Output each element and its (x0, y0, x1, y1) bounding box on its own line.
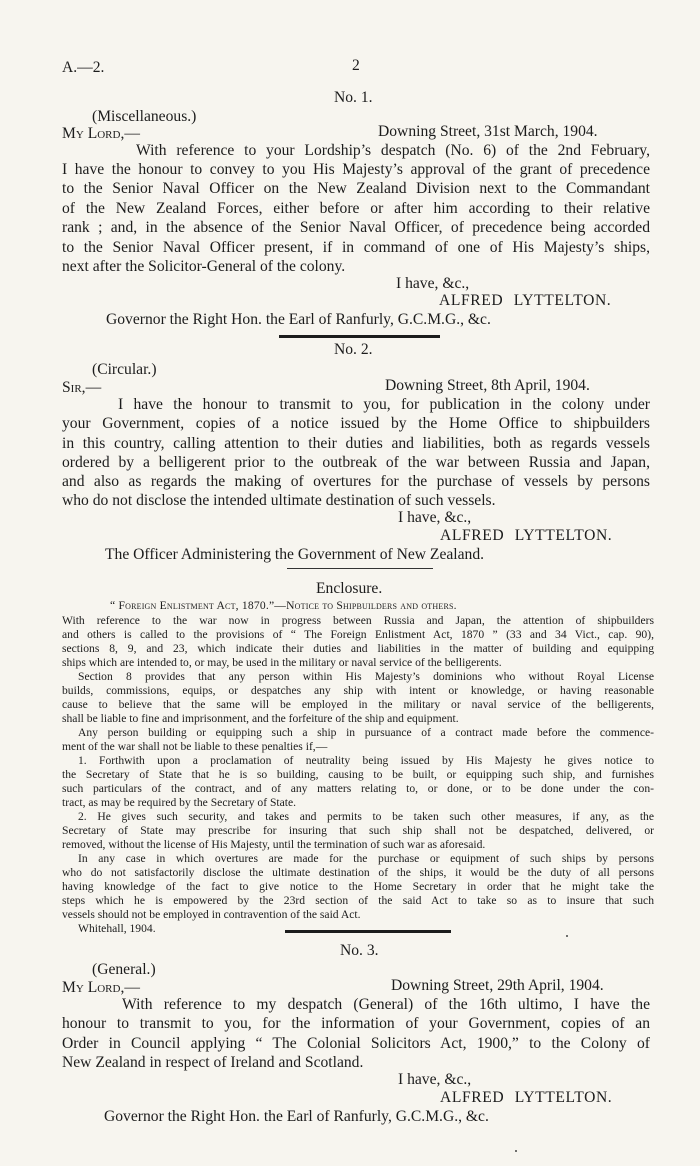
letter-2-line: in this country, calling attention to their duties and liabilities, both as regards vessels (62, 435, 650, 452)
letter-1-number: No. 1. (334, 89, 373, 106)
enclosure-line: With reference to the war now in progress between Russia and Japan, the attention of shipbuilders (62, 614, 654, 627)
letter-2-category: (Circular.) (92, 361, 157, 378)
enclosure-line: cause to believe that the same will be employed in the military or naval service of the belligerents, (62, 698, 654, 711)
enclosure-line: In any case in which overtures are made for the purchase or equipment of such ships by persons (78, 852, 654, 865)
enclosure-line: who do not satisfactorily disclose the ultimate destination of the ships, it would be the duty of all persons (62, 866, 654, 879)
enclosure-line: removed, without the license of His Majesty, until the termination of such war as aforesaid. (62, 838, 486, 851)
enclosure-title: “ Foreign Enlistment Act, 1870.”—Notice to Shipbuilders and others. (110, 599, 457, 612)
enclosure-line: 1. Forthwith upon a proclamation of neutrality being issued by His Majesty he gives notice to (78, 754, 654, 767)
letter-1-line: rank ; and, in the absence of the Senior Naval Officer, of precedence being accorded (62, 219, 650, 236)
enclosure-line: Any person building or equipping such a ship in pursuance of a contract made before the commence- (78, 726, 654, 739)
enclosure-line: and others is called to the provisions of “ The Foreign Enlistment Act, 1870 ” (33 and 34 Vict., cap. 90), (62, 628, 654, 641)
report-reference: A.—2. (62, 59, 105, 76)
letter-2-signature: ALFRED LYTTELTON. (440, 527, 613, 544)
letter-2-closing: I have, &c., (398, 509, 472, 526)
letter-3-line: With reference to my despatch (General) of the 16th ultimo, I have the (122, 996, 650, 1013)
section-divider (287, 568, 433, 569)
enclosure-line: ships which are intended to, or may, be used in the military or naval service of the belligerents. (62, 656, 502, 669)
letter-1-line: next after the Solicitor-General of the colony. (62, 258, 346, 275)
enclosure-line: builds, commissions, equips, or despatches any ship with intent or knowledge, or having reasonable (62, 684, 654, 697)
section-divider (285, 930, 451, 933)
letter-1-line: to the Senior Naval Officer on the New Zealand Division next to the Commandant (62, 180, 650, 197)
letter-3-number: No. 3. (340, 942, 379, 959)
letter-1-closing: I have, &c., (396, 275, 470, 292)
letter-3-dateline: Downing Street, 29th April, 1904. (391, 977, 604, 994)
letter-1-signature: ALFRED LYTTELTON. (439, 292, 612, 309)
letter-3-line: Order in Council applying “ The Colonial Solicitors Act, 1900,” to the Colony of (62, 1035, 650, 1052)
enclosure-line: Section 8 provides that any person within His Majesty’s dominions who without Royal License (78, 670, 654, 683)
enclosure-line: steps which he is empowered by the 23rd section of the said Act to take so as to insure that such (62, 894, 654, 907)
letter-2-addressee: The Officer Administering the Government of New Zealand. (105, 546, 485, 563)
letter-2-line: and also as regards the making of overtures for the purchase of vessels by persons (62, 473, 650, 490)
enclosure-line: shall be liable to fine and imprisonment, and the forfeiture of the ship and equipment. (62, 712, 459, 725)
enclosure-line: sections 8, 9, and 23, which indicate their duties and liabilities in the matter of building and equipping (62, 642, 654, 655)
enclosure-line: Secretary of State may prescribe for insuring that such ship shall not be despatched, delivered, or (62, 824, 654, 837)
enclosure-line: having knowledge of the fact to give notice to the Home Secretary in order that he might take the (62, 880, 654, 893)
print-speck (566, 935, 568, 937)
letter-2-line: who do not disclose the intended ultimate destination of such vessels. (62, 492, 496, 509)
letter-1-line: I have the honour to convey to you His Majesty’s approval of the grant of precedence (62, 161, 650, 178)
letter-2-line: ordered by a belligerent prior to the outbreak of the war between Russia and Japan, (62, 454, 650, 471)
letter-3-line: honour to transmit to you, for the information of your Government, copies of an (62, 1015, 650, 1032)
letter-1-line: of the New Zealand Forces, either before or after him according to their relative (62, 200, 650, 217)
letter-3-addressee: Governor the Right Hon. the Earl of Ranfurly, G.C.M.G., &c. (104, 1108, 489, 1125)
letter-3-line: New Zealand in respect of Ireland and Scotland. (62, 1054, 364, 1071)
letter-1-salutation: My Lord,— (62, 125, 140, 142)
enclosure-place-date: Whitehall, 1904. (78, 922, 156, 935)
letter-2-number: No. 2. (334, 341, 373, 358)
letter-3-signature: ALFRED LYTTELTON. (440, 1089, 613, 1106)
letter-3-closing: I have, &c., (398, 1071, 472, 1088)
enclosure-heading: Enclosure. (316, 580, 383, 597)
letter-1-addressee: Governor the Right Hon. the Earl of Ranfurly, G.C.M.G., &c. (106, 311, 491, 328)
letter-1-category: (Miscellaneous.) (92, 108, 197, 125)
section-divider (279, 335, 440, 338)
letter-3-category: (General.) (92, 961, 156, 978)
letter-1-line: With reference to your Lordship’s despatch (No. 6) of the 2nd February, (136, 142, 650, 159)
letter-2-line: your Government, copies of a notice issued by the Home Office to shipbuilders (62, 415, 650, 432)
print-speck (515, 1150, 517, 1152)
enclosure-line: ment of the war shall not be liable to these penalties if,— (62, 740, 328, 753)
letter-2-dateline: Downing Street, 8th April, 1904. (385, 377, 590, 394)
letter-1-line: to the Senior Naval Officer present, if in command of one of His Majesty’s ships, (62, 239, 650, 256)
letter-1-dateline: Downing Street, 31st March, 1904. (378, 123, 598, 140)
letter-2-line: I have the honour to transmit to you, for publication in the colony under (118, 396, 650, 413)
letter-2-salutation: Sir,— (62, 379, 102, 396)
letter-3-salutation: My Lord,— (62, 979, 140, 996)
enclosure-line: the Secretary of State that he is so building, causing to be built, or equipping such ship, and furnishes (62, 768, 654, 781)
enclosure-line: vessels should not be employed in contravention of the said Act. (62, 908, 361, 921)
enclosure-line: such particulars of the contract, and of any matters relating to, or done, or to be done under the con- (62, 782, 654, 795)
enclosure-line: tract, as may be required by the Secretary of State. (62, 796, 297, 809)
page-number: 2 (352, 57, 360, 74)
enclosure-line: 2. He gives such security, and takes and permits to be taken such other measures, if any, as the (78, 810, 654, 823)
